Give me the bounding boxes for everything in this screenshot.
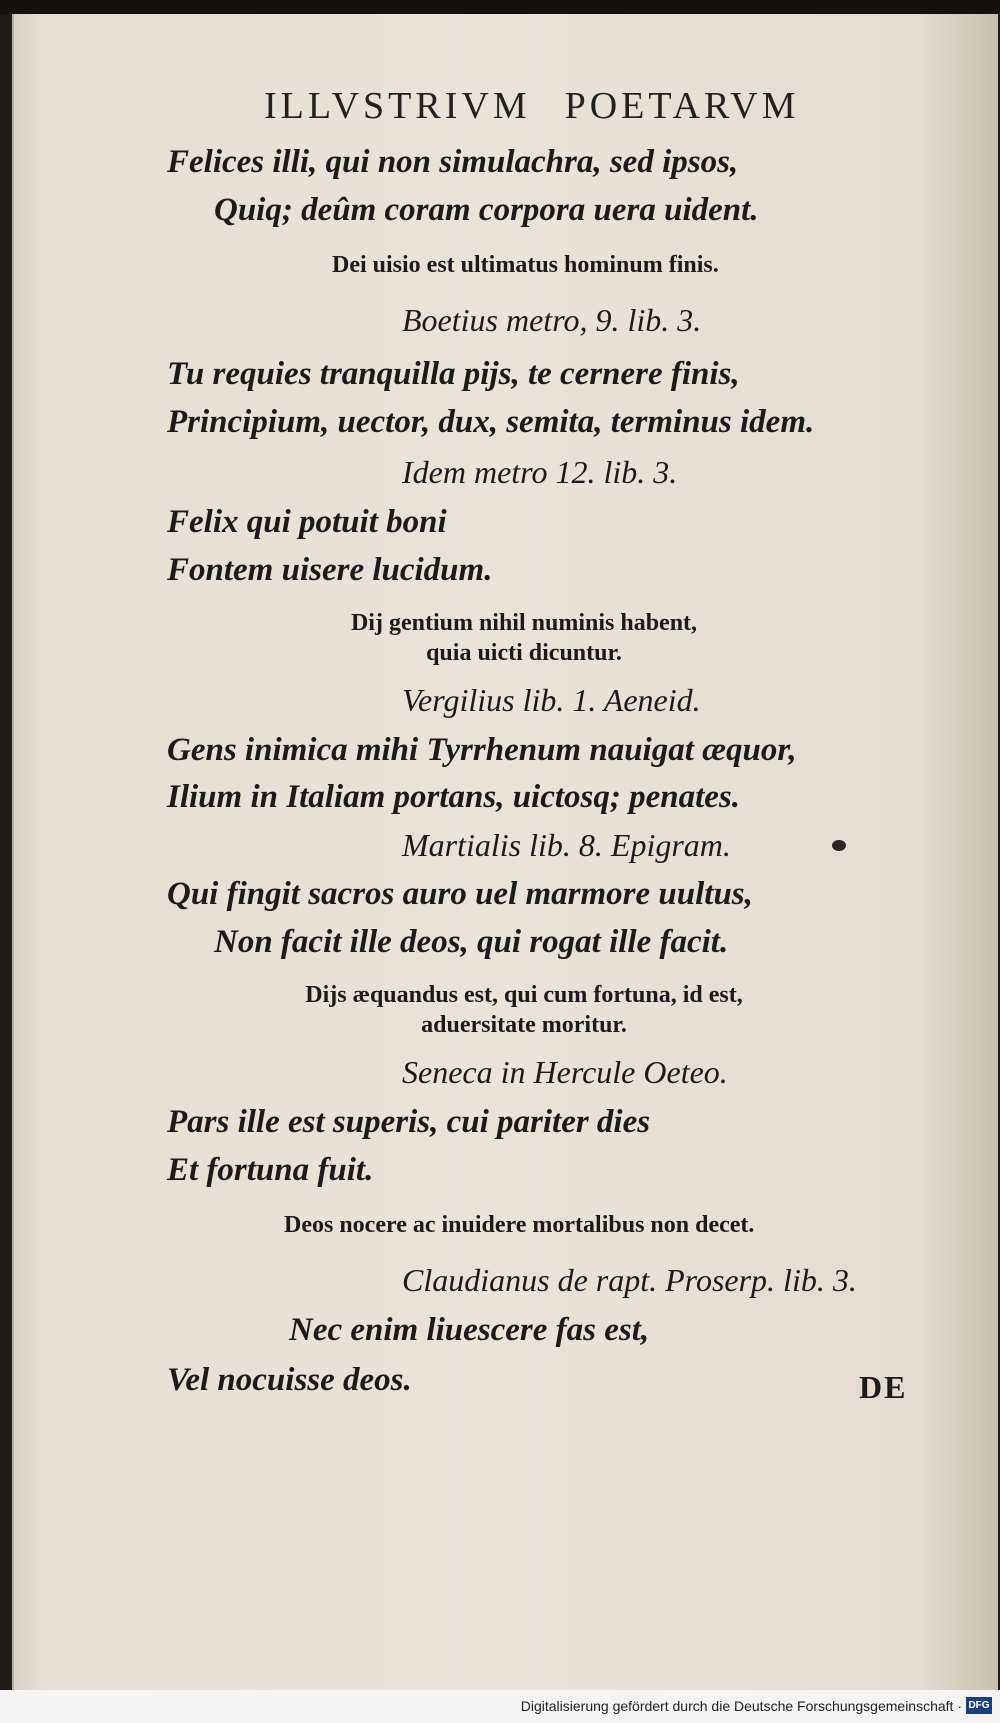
scan-top-edge [0,0,1000,14]
section-heading: Deos nocere ac inuidere mortalibus non decet. [284,1212,755,1238]
source-citation: Martialis lib. 8. Epigram. [402,827,731,863]
catchword: DE [859,1369,908,1405]
verse-line: Felix qui potuit boni [167,504,447,540]
verse-line: Quiq; deûm coram corpora uera uident. [214,192,759,228]
source-citation: Boetius metro, 9. lib. 3. [402,302,702,338]
verse-line: Tu requies tranquilla pijs, te cernere finis, [167,356,740,392]
verse-line: Ilium in Italiam portans, uictosq; penates. [167,779,741,815]
source-citation: Claudianus de rapt. Proserp. lib. 3. [402,1262,857,1298]
verse-line: Felices illi, qui non simulachra, sed ipsos, [167,144,739,180]
section-heading: Dij gentium nihil numinis habent, [350,610,698,636]
verse-line: Non facit ille deos, qui rogat ille facit. [214,924,729,960]
digitization-footer [0,1690,1000,1723]
dfg-logo-icon: DFG [966,1697,992,1714]
book-page [12,14,998,1690]
ink-blot [832,840,846,851]
section-heading: quia uicti dicuntur. [426,640,622,666]
footer-credit: Digitalisierung gefördert durch die Deutsche Forschungsgemeinschaft · [520,1698,962,1714]
running-head-left: ILLVSTRIVM [264,85,531,127]
section-heading: Dei uisio est ultimatus hominum finis. [332,252,719,278]
section-heading: Dijs æquandus est, qui cum fortuna, id est, [305,982,743,1008]
verse-line: Pars ille est superis, cui pariter dies [167,1104,651,1140]
source-citation: Seneca in Hercule Oeteo. [402,1054,728,1090]
source-citation: Idem metro 12. lib. 3. [402,454,678,490]
source-citation: Vergilius lib. 1. Aeneid. [402,682,701,718]
verse-line: Gens inimica mihi Tyrrhenum nauigat æquor, [167,732,797,768]
verse-line: Principium, uector, dux, semita, terminus idem. [167,404,815,440]
verse-line: Qui fingit sacros auro uel marmore uultus, [167,876,753,912]
verse-line: Vel nocuisse deos. [167,1362,412,1398]
verse-line: Et fortuna fuit. [167,1152,374,1188]
verse-line: Fontem uisere lucidum. [167,552,493,588]
verse-line: Nec enim liuescere fas est, [289,1312,650,1348]
running-head [264,84,800,128]
running-head-right: POETARVM [564,85,800,127]
section-heading: aduersitate moritur. [421,1012,627,1038]
